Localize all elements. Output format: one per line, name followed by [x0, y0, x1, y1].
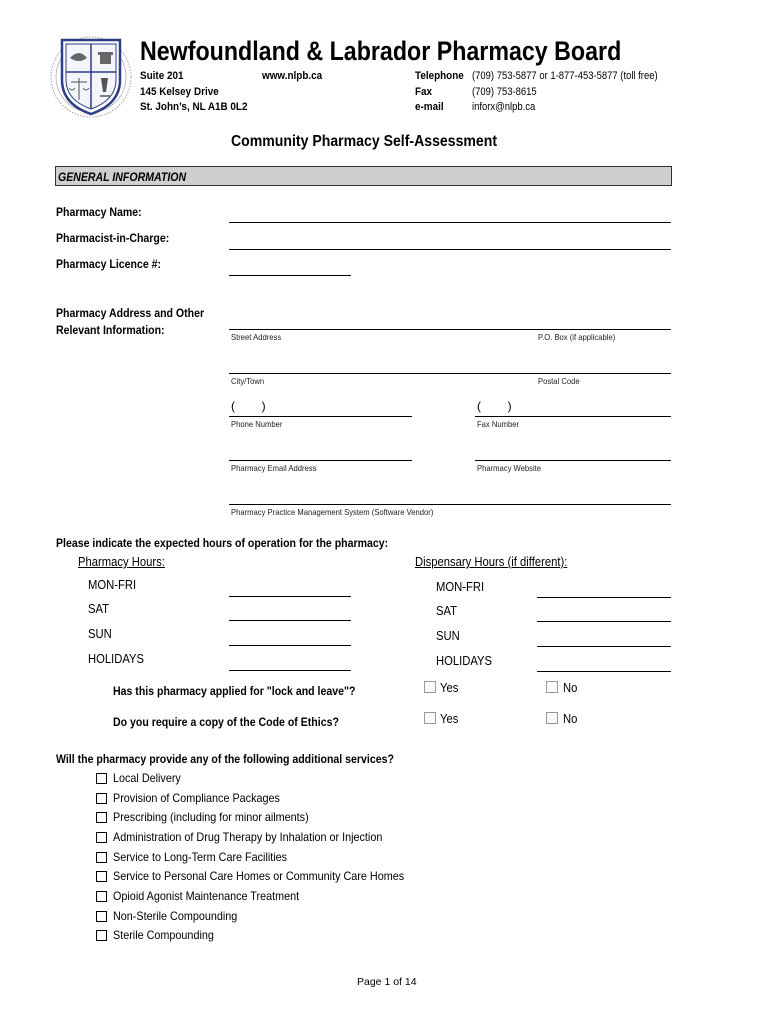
pic-label: Pharmacist-in-Charge: [56, 231, 170, 245]
service-checkbox-long-term-care[interactable] [96, 852, 107, 863]
dispensary-day-monfri: MON-FRI [436, 580, 485, 594]
licence-label: Pharmacy Licence #: [56, 257, 162, 271]
fax-field[interactable] [475, 416, 671, 417]
nlpb-logo [50, 34, 132, 120]
service-label: Administration of Drug Therapy by Inhalation or Injection [113, 830, 383, 844]
pharmacy-day-holidays: HOLIDAYS [88, 652, 145, 666]
postal-caption: Postal Code [538, 376, 580, 386]
lock-and-leave-no-label: No [563, 681, 578, 695]
dispensary-day-sun: SUN [436, 629, 460, 643]
po-box-caption: P.O. Box (if applicable) [538, 332, 616, 342]
website-caption: Pharmacy Website [477, 463, 542, 473]
lock-and-leave-question: Has this pharmacy applied for "lock and leave"? [113, 684, 356, 698]
dispensary-hours-sun-field[interactable] [537, 646, 671, 647]
pharmacy-hours-monfri-field[interactable] [229, 596, 351, 597]
pharmacy-name-label: Pharmacy Name: [56, 205, 142, 219]
lock-and-leave-yes-checkbox[interactable] [424, 681, 436, 693]
page-number: Page 1 of 14 [357, 976, 417, 988]
hours-question: Please indicate the expected hours of operation for the pharmacy: [56, 536, 389, 550]
service-label: Non-Sterile Compounding [113, 909, 238, 923]
lock-and-leave-yes-label: Yes [440, 681, 459, 695]
code-of-ethics-yes-checkbox[interactable] [424, 712, 436, 724]
pharmacy-day-sat: SAT [88, 602, 110, 616]
email-value[interactable]: inforx@nlpb.ca [472, 101, 536, 113]
address-line-3: St. John’s, NL A1B 0L2 [140, 101, 248, 113]
phone-area-code: ( ) [231, 399, 266, 413]
address-label-1: Pharmacy Address and Other [56, 306, 205, 320]
pharmacy-hours-label: Pharmacy Hours: [78, 555, 165, 569]
service-checkbox-compliance-packages[interactable] [96, 793, 107, 804]
pharmacy-hours-holidays-field[interactable] [229, 670, 351, 671]
general-info-section-header [55, 166, 672, 186]
service-label: Service to Long-Term Care Facilities [113, 850, 288, 864]
street-address-field[interactable] [229, 329, 671, 330]
street-address-caption: Street Address [231, 332, 282, 342]
service-checkbox-opioid-agonist[interactable] [96, 891, 107, 902]
code-of-ethics-no-checkbox[interactable] [546, 712, 558, 724]
email-caption: Pharmacy Email Address [231, 463, 317, 473]
email-field[interactable] [229, 460, 412, 461]
fax-label: Fax [415, 86, 433, 98]
pms-caption: Pharmacy Practice Management System (Software Vendor) [231, 507, 434, 517]
dispensary-day-sat: SAT [436, 604, 458, 618]
phone-field[interactable] [229, 416, 412, 417]
service-label: Prescribing (including for minor ailments) [113, 810, 309, 824]
address-line-2: 145 Kelsey Drive [140, 86, 219, 98]
code-of-ethics-no-label: No [563, 712, 578, 726]
dispensary-hours-monfri-field[interactable] [537, 597, 671, 598]
service-checkbox-prescribing[interactable] [96, 812, 107, 823]
service-label: Sterile Compounding [113, 928, 214, 942]
dispensary-day-holidays: HOLIDAYS [436, 654, 493, 668]
form-title: Community Pharmacy Self-Assessment [231, 133, 498, 150]
pharmacy-name-field[interactable] [229, 222, 671, 223]
pharmacy-hours-sat-field[interactable] [229, 620, 351, 621]
fax-caption: Fax Number [477, 419, 520, 429]
city-caption: City/Town [231, 376, 265, 386]
service-label: Service to Personal Care Homes or Community Care Homes [113, 869, 405, 883]
lock-and-leave-no-checkbox[interactable] [546, 681, 558, 693]
service-checkbox-sterile[interactable] [96, 930, 107, 941]
pms-field[interactable] [229, 504, 671, 505]
service-checkbox-drug-administration[interactable] [96, 832, 107, 843]
address-line-1: Suite 201 [140, 70, 184, 82]
services-question: Will the pharmacy provide any of the following additional services? [56, 752, 394, 766]
phone-caption: Phone Number [231, 419, 283, 429]
code-of-ethics-question: Do you require a copy of the Code of Ethics? [113, 715, 339, 729]
section-title: GENERAL INFORMATION [58, 170, 187, 184]
org-name: Newfoundland & Labrador Pharmacy Board [140, 36, 622, 66]
dispensary-hours-sat-field[interactable] [537, 621, 671, 622]
service-label: Local Delivery [113, 771, 181, 785]
pic-field[interactable] [229, 249, 671, 250]
service-checkbox-local-delivery[interactable] [96, 773, 107, 784]
email-label: e-mail [415, 101, 444, 113]
pharmacy-hours-sun-field[interactable] [229, 645, 351, 646]
city-field[interactable] [229, 373, 671, 374]
licence-field[interactable] [229, 275, 351, 276]
telephone-value: (709) 753-5877 or 1-877-453-5877 (toll free) [472, 70, 658, 82]
website-field[interactable] [475, 460, 671, 461]
website-link[interactable]: www.nlpb.ca [262, 70, 323, 82]
fax-value: (709) 753-8615 [472, 86, 537, 98]
service-checkbox-non-sterile[interactable] [96, 911, 107, 922]
address-label-2: Relevant Information: [56, 323, 165, 337]
telephone-label: Telephone [415, 70, 464, 82]
pharmacy-day-monfri: MON-FRI [88, 578, 137, 592]
service-checkbox-personal-care-homes[interactable] [96, 871, 107, 882]
dispensary-hours-label: Dispensary Hours (if different): [415, 555, 568, 569]
service-label: Opioid Agonist Maintenance Treatment [113, 889, 300, 903]
pharmacy-day-sun: SUN [88, 627, 112, 641]
dispensary-hours-holidays-field[interactable] [537, 671, 671, 672]
code-of-ethics-yes-label: Yes [440, 712, 459, 726]
service-label: Provision of Compliance Packages [113, 791, 280, 805]
fax-area-code: ( ) [477, 399, 512, 413]
